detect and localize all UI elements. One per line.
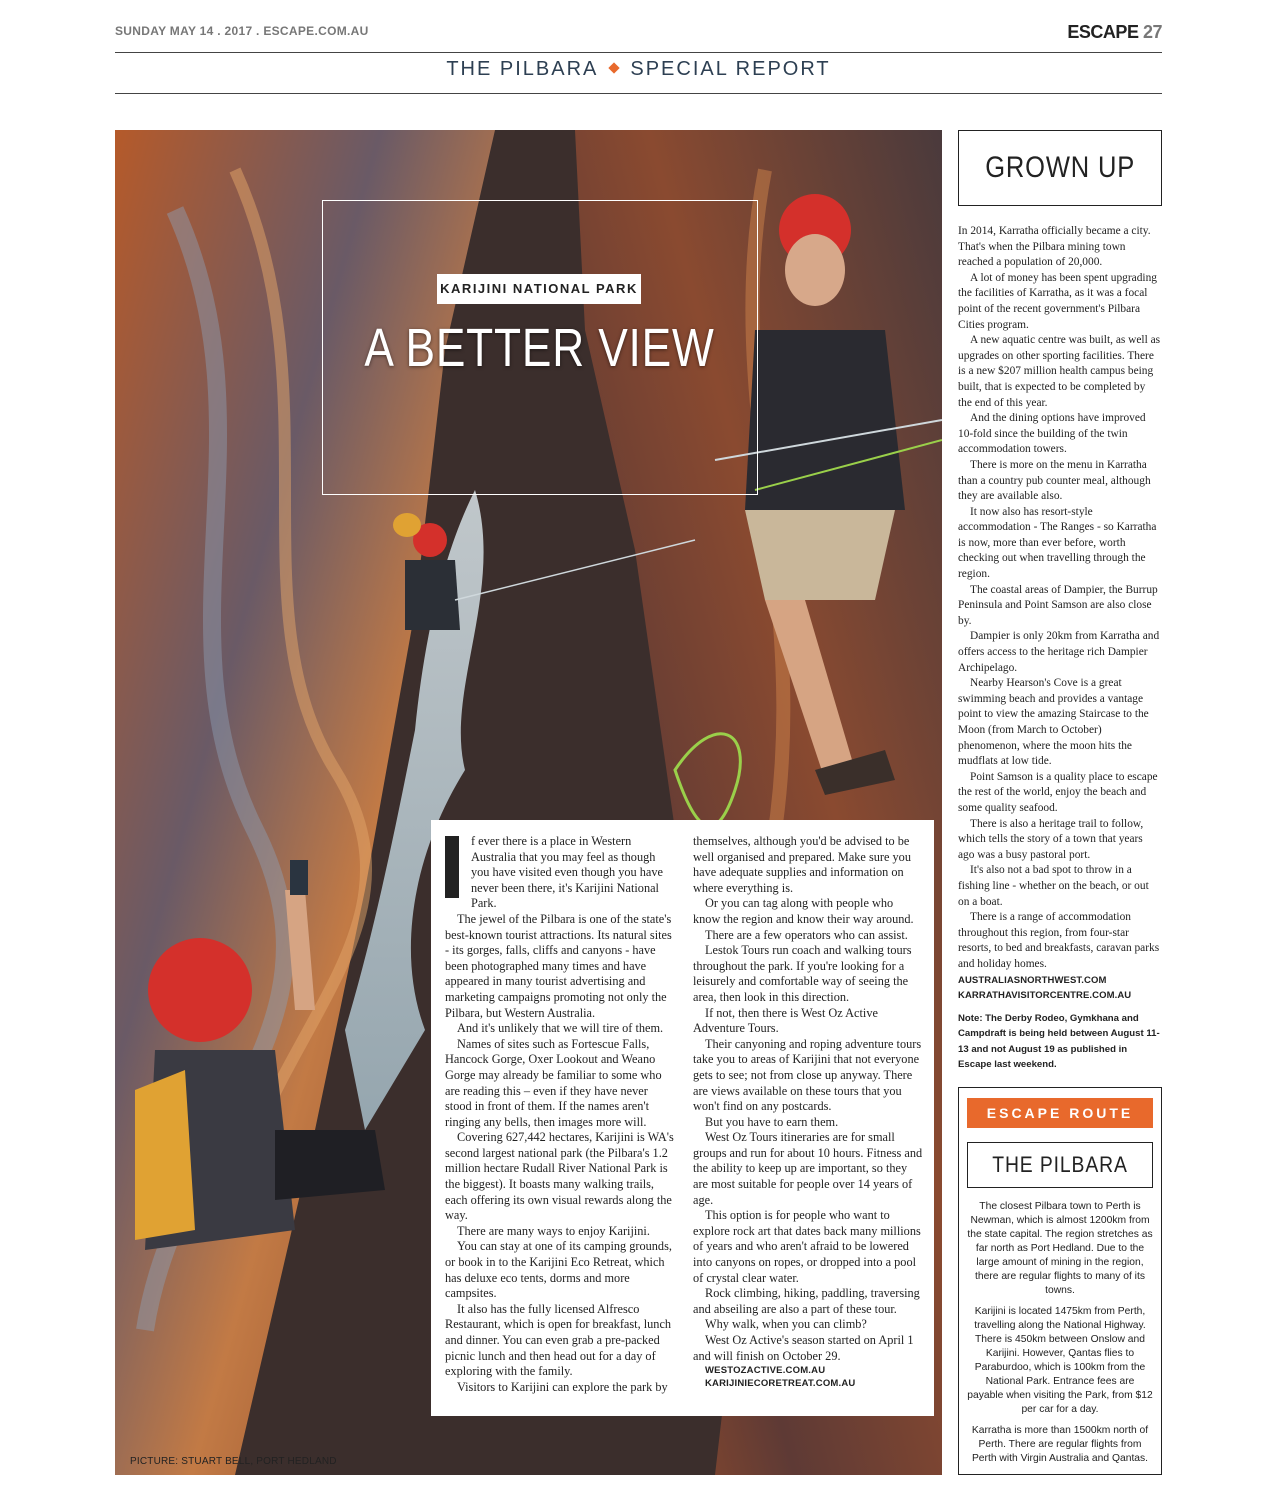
story-paragraph: The jewel of the Pilbara is one of the state's best-known tourist attractions. Its natural sites - its gorges, falls, cliffs and canyons - have been photographed many times and have appeared in many tourist advertising and marketing campaigns promoting not only the Pilbara, but Western Australia. [445,911,672,1020]
band-right-label: SPECIAL REPORT [630,58,831,80]
route-paragraph: The closest Pilbara town to Perth is Newman, which is almost 1200km from the state capital. The region stretches as far north as Port Hedland. Due to the large amount of mining in the region, there are regular flights to many of its towns. [967,1201,1153,1296]
sidebar-paragraph: It's also not a bad spot to throw in a fishing line - whether on the beach, or out on a boat. [958,864,1149,908]
story-paragraph: West Oz Active's season started on April 1 and will finish on October 29. [693,1333,914,1363]
story-column-1 [445,834,675,1395]
story-paragraph: Covering 627,442 hectares, Karijini is WA's second largest national park (the Pilbara's 1.2 million hectare Rudall River National Park is the biggest). It boasts many walking trails, each offering its own visual rewards along the way. [445,1130,674,1223]
escape-route-tag: ESCAPE ROUTE [967,1098,1153,1128]
story-paragraph: Rock climbing, hiking, paddling, traversing and abseiling are also a part of these tour. [693,1286,920,1316]
route-title: THE PILBARA [992,1152,1128,1177]
story-paragraph: Their canyoning and roping adventure tours take you to areas of Karijini that not everyone gets to see; not from close up anyway. There are views available on these tours that you won't find on any postcards. [693,1036,922,1114]
web-link[interactable]: KARIJINIECORETREAT.COM.AU [705,1378,856,1390]
masthead [115,22,1162,44]
sidebar-paragraph: There is more on the menu in Karratha than a country pub counter meal, although they are available also. [958,458,1151,503]
story-paragraph: There are a few operators who can assist. [705,927,908,942]
section-band [115,58,1162,90]
drop-cap [445,836,459,898]
story-paragraph: There are many ways to enjoy Karijini. [457,1223,650,1238]
diamond-icon [609,62,620,73]
sidebar-paragraph: A lot of money has been spent upgrading the facilities of Karratha, as it was a focal point of the recent government's Pilbara Cities program. [958,271,1157,331]
route-paragraph: Karratha is more than 1500km north of Perth. There are regular flights from Perth with Virgin Australia and Qantas. [971,1425,1149,1464]
story-column-2 [693,834,923,1390]
story-paragraph: Lestok Tours run coach and walking tours throughout the park. If you're looking for a leisurely and comfortable way of seeing the area, then look in this direction. [693,943,912,1004]
story-paragraph: It also has the fully licensed Alfresco Restaurant, which is open for breakfast, lunch and dinner. You can even grab a pre-packed picnic lunch and then head out for a day of exploring with the family. [445,1301,672,1379]
route-title-box [967,1142,1153,1188]
section-name: ESCAPE [1067,22,1139,42]
page-number: 27 [1142,22,1162,42]
story-paragraph: If not, then there is West Oz Active Adventure Tours. [693,1005,878,1036]
kicker-label: KARIJINI NATIONAL PARK [437,274,641,304]
sidebar-paragraph: And the dining options have improved 10-fold since the building of the twin accommodation towers. [958,412,1146,456]
sidebar-body [958,224,1162,1003]
story-paragraph: Or you can tag along with people who know the region and know their way around. [693,896,914,926]
story-paragraph: f ever there is a place in Western Australia that you may feel as though you have visited even though you have never been there, it's Karijini National Park. [445,834,675,912]
correction-note: Note: The Derby Rodeo, Gymkhana and Campdraft is being held between August 11-13 and not August 19 as published in Escape last weekend. [958,1012,1160,1071]
route-body [967,1200,1153,1473]
header-rule-top [115,52,1162,53]
route-paragraph: Karijini is located 1475km from Perth, travelling along the National Highway. There is 450km between Onslow and Karijini. However, Qantas flies to Paraburdoo, which is 100km from the National Park. Entrance fees are payable when visiting the Park, from $12 per car for a day. [967,1306,1153,1415]
story-paragraph: You can stay at one of its camping grounds, or book in to the Karijini Eco Retreat, which has deluxe eco tents, dorms and more campsites. [445,1239,672,1301]
story-paragraph: But you have to earn them. [705,1114,839,1129]
story-paragraph: Names of sites such as Fortescue Falls, Hancock Gorge, Oxer Lookout and Weano Gorge may already be familiar to some who are reading this – even if they have never stood in front of them. If the names aren't ringing any bells, then images more will. [445,1036,662,1129]
web-link[interactable]: AUSTRALIASNORTHWEST.COM [958,974,1107,986]
sidebar-paragraph: A new aquatic centre was built, as well as upgrades on other sporting facilities. There is a new $207 million health campus being built, that is expected to be completed by the end of this year. [958,334,1161,409]
page-folio [1067,22,1162,43]
sidebar-title-box [958,130,1162,206]
story-box [431,820,934,1416]
sidebar-paragraph: It now also has resort-style accommodation - The Ranges - so Karratha is now, more than ever before, worth checking out when travelling through the region. [958,505,1157,581]
sidebar-title: GROWN UP [985,151,1135,184]
sidebar-paragraph: Nearby Hearson's Cove is a great swimming beach and provides a vantage point to view the amazing Staircase to the Moon (from March to October) phenomenon, where the moon hits the mudflats at low tide. [958,677,1149,768]
headline: A BETTER VIEW [364,317,716,378]
sidebar-paragraph: Point Samson is a quality place to escape the rest of the world, enjoy the beach and some quality seafood. [958,770,1158,814]
header-rule-bottom [115,93,1162,94]
headline-box [322,200,758,495]
dateline: SUNDAY MAY 14 . 2017 . ESCAPE.COM.AU [115,24,369,38]
sidebar-paragraph: The coastal areas of Dampier, the Burrup Peninsula and Point Samson are also close by. [958,583,1158,627]
band-left-label: THE PILBARA [446,58,599,80]
sidebar-grown-up [958,130,1162,1073]
story-paragraph: themselves, although you'd be advised to be well organised and prepared. Make sure you have adequate supplies and information on where everything is. [693,834,911,895]
story-paragraph: Visitors to Karijini can explore the park by [457,1379,668,1394]
story-paragraph: And it's unlikely that we will tire of them. [457,1021,664,1036]
web-link[interactable]: WESTOZACTIVE.COM.AU [705,1365,826,1377]
sidebar-paragraph: In 2014, Karratha officially became a city. That's when the Pilbara mining town reached a population of 20,000. [958,225,1151,269]
web-link[interactable]: KARRATHAVISITORCENTRE.COM.AU [958,989,1132,1001]
sidebar-paragraph: There is also a heritage trail to follow, which tells the story of a town that years ago was a busy pastoral port. [958,817,1144,861]
sidebar-paragraph: There is a range of accommodation throughout this region, from four-star resorts, to bed and breakfasts, caravan parks and holiday homes. [958,911,1160,970]
story-paragraph: Why walk, when you can climb? [705,1317,867,1332]
story-paragraph: This option is for people who want to explore rock art that dates back many millions of years and who aren't afraid to be lowered into canyons on ropes, or dropped into a pool of crystal clear water. [693,1208,921,1285]
escape-route-box [958,1087,1162,1475]
photo-credit: PICTURE: STUART BELL, PORT HEDLAND [130,1456,337,1467]
story-paragraph: West Oz Tours itineraries are for small groups and run for about 10 hours. Fitness and the ability to keep up are important, so they are most suitable for people over 14 years of age. [693,1130,923,1207]
sidebar-paragraph: Dampier is only 20km from Karratha and offers access to the heritage rich Dampier Archipelago. [958,630,1160,674]
